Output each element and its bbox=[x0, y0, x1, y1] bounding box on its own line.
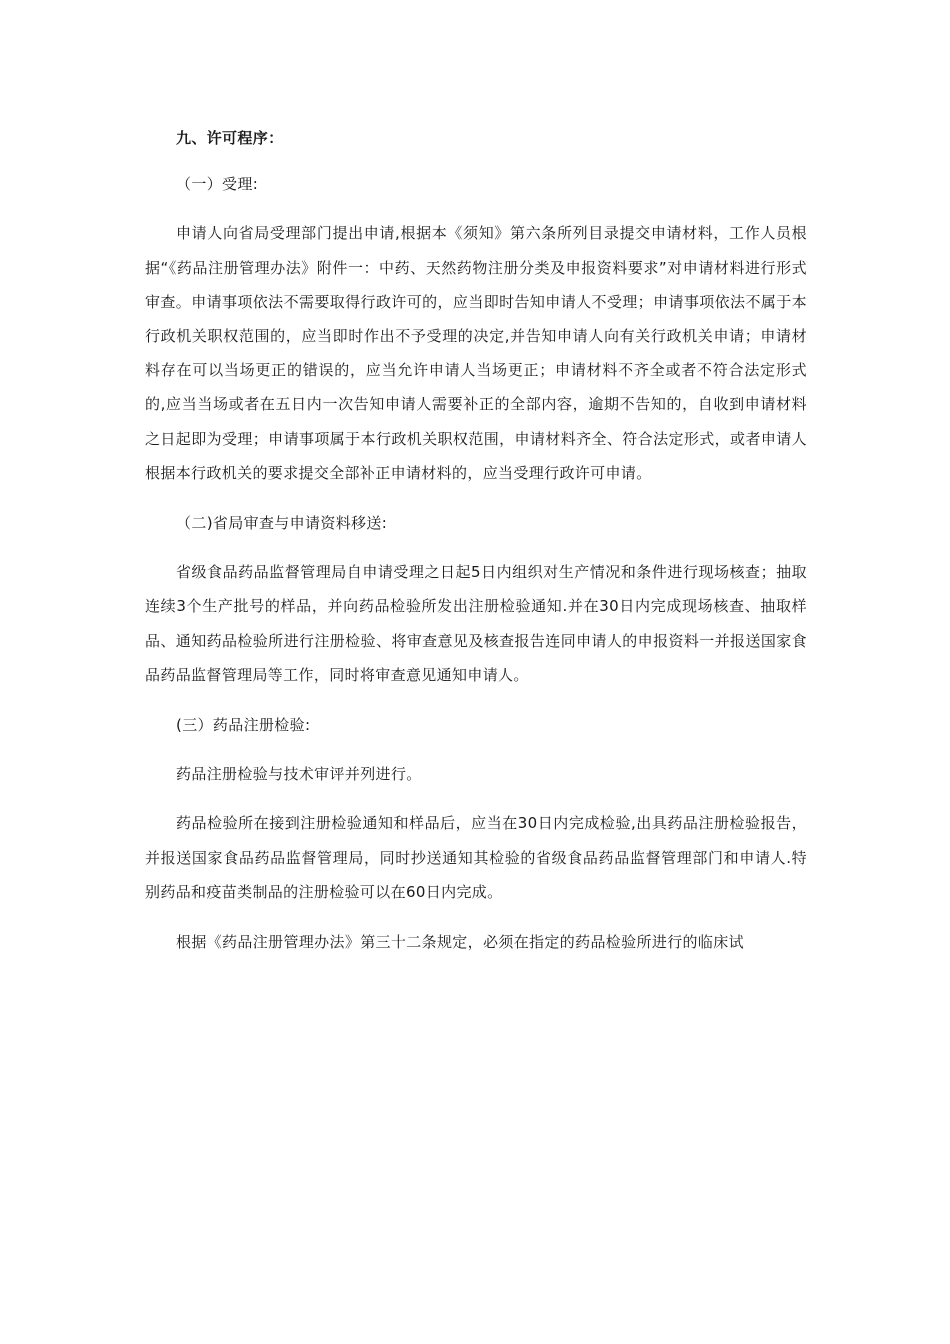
subsection-registration-testing: (三）药品注册检验: bbox=[176, 716, 311, 735]
paragraph-testing-timeline: 药品检验所在接到注册检验通知和样品后，应当在30日内完成检验,出具药品注册检验报告，并报送国家食品药品监督管理局，同时抄送通知其检验的省级食品药品监督管理部门和申请人.特别药品和疫苗类制品的注册检验可以在60日内完成。 bbox=[145, 814, 807, 901]
paragraph-article-32: 根据《药品注册管理办法》第三十二条规定，必须在指定的药品检验所进行的临床试 bbox=[176, 933, 744, 952]
document-body bbox=[145, 121, 807, 975]
subsection-acceptance: （一）受理: bbox=[176, 175, 259, 194]
section-heading: 九、许可程序： bbox=[176, 129, 284, 147]
paragraph-acceptance: 申请人向省局受理部门提出申请,根据本《须知》第六条所列目录提交申请材料，工作人员根据“《药品注册管理办法》附件一：中药、天然药物注册分类及申报资料要求”对申请材料进行形式审查。申请事项依法不需要取得行政许可的，应当即时告知申请人不受理；申请事项依法不属于本行政机关职权范围的，应当即时作出不予受理的决定,并告知申请人向有关行政机关申请；申请材料存在可以当场更正的错误的，应当允许申请人当场更正；申请材料不齐全或者不符合法定形式的,应当当场或者在五日内一次告知申请人需要补正的全部内容，逾期不告知的，自收到申请材料之日起即为受理；申请事项属于本行政机关职权范围，申请材料齐全、符合法定形式，或者申请人根据本行政机关的要求提交全部补正申请材料的，应当受理行政许可申请。 bbox=[145, 224, 807, 482]
paragraph-parallel-review: 药品注册检验与技术审评并列进行。 bbox=[176, 765, 422, 784]
paragraph-provincial-review: 省级食品药品监督管理局自申请受理之日起5日内组织对生产情况和条件进行现场核查；抽取连续3个生产批号的样品，并向药品检验所发出注册检验通知.并在30日内完成现场核查、抽取样品、通知药品检验所进行注册检验、将审查意见及核查报告连同申请人的申报资料一并报送国家食品药品监督管理局等工作，同时将审查意见通知申请人。 bbox=[145, 563, 807, 684]
subsection-provincial-review: （二)省局审查与申请资料移送: bbox=[176, 514, 388, 533]
